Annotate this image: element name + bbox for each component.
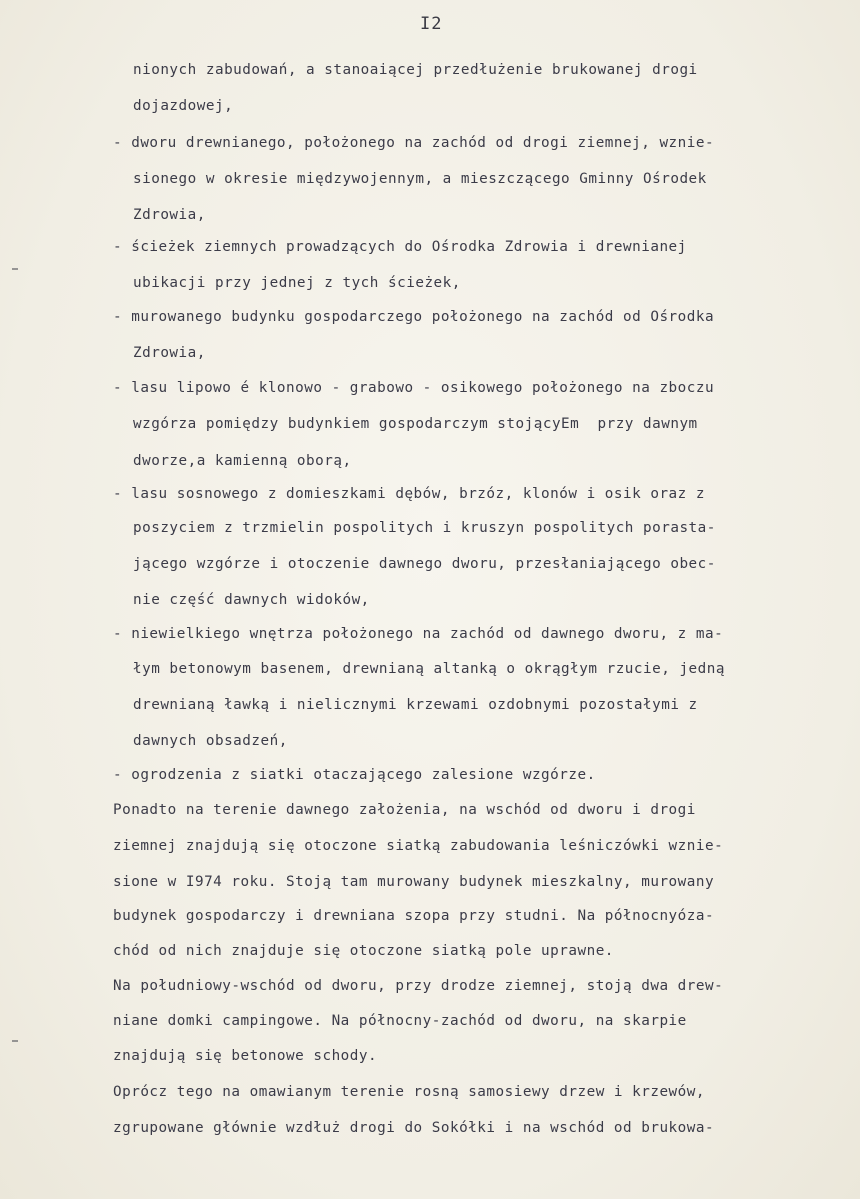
text-line: łym betonowym basenem, drewnianą altanką o okrągłym rzucie, jedną (133, 661, 725, 677)
page-number: I2 (420, 14, 443, 34)
text-line: nionych zabudowań, a stanoaiącej przedłużenie brukowanej drogi (133, 62, 698, 78)
text-line: Oprócz tego na omawianym terenie rosną samosiewy drzew i krzewów, (113, 1084, 705, 1100)
text-line: znajdują się betonowe schody. (113, 1048, 378, 1064)
text-line: - ogrodzenia z siatki otaczającego zalesione wzgórze. (113, 767, 596, 783)
text-line: Zdrowia, (133, 207, 206, 223)
margin-mark (12, 268, 18, 270)
text-line: jącego wzgórze i otoczenie dawnego dworu, przesłaniającego obec- (133, 556, 716, 572)
text-line: ziemnej znajdują się otoczone siatką zabudowania leśniczówki wznie- (113, 838, 724, 854)
margin-mark (12, 1040, 18, 1042)
text-line: nie część dawnych widoków, (133, 592, 370, 608)
text-line: chód od nich znajduje się otoczone siatką pole uprawne. (113, 943, 614, 959)
text-line: Ponadto na terenie dawnego założenia, na wschód od dworu i drogi (113, 802, 696, 818)
text-line: sionego w okresie międzywojennym, a mieszczącego Gminny Ośrodek (133, 171, 707, 187)
text-line: drewnianą ławką i nielicznymi krzewami ozdobnymi pozostałymi z (133, 697, 698, 713)
text-line: zgrupowane głównie wzdłuż drogi do Sokółki i na wschód od brukowa- (113, 1120, 715, 1136)
text-line: Zdrowia, (133, 345, 206, 361)
text-line: - niewielkiego wnętrza położonego na zachód od dawnego dworu, z ma- (113, 626, 724, 642)
text-line: niane domki campingowe. Na północny-zachód od dworu, na skarpie (113, 1013, 687, 1029)
text-line: sione w I974 roku. Stoją tam murowany budynek mieszkalny, murowany (113, 874, 715, 890)
text-line: - ścieżek ziemnych prowadzących do Ośrodka Zdrowia i drewnianej (113, 239, 687, 255)
text-line: ubikacji przy jednej z tych ścieżek, (133, 275, 461, 291)
text-line: dojazdowej, (133, 98, 234, 114)
text-line: - dworu drewnianego, położonego na zachód od drogi ziemnej, wznie- (113, 135, 715, 151)
text-line: - lasu lipowo é klonowo - grabowo - osikowego położonego na zboczu (113, 380, 715, 396)
text-line: poszyciem z trzmielin pospolitych i kruszyn pospolitych porasta- (133, 520, 716, 536)
text-line: budynek gospodarczy i drewniana szopa przy studni. Na północnyóza- (113, 908, 715, 924)
text-line: dworze,a kamienną oborą, (133, 453, 352, 469)
text-line: Na południowy-wschód od dworu, przy drodze ziemnej, stoją dwa drew- (113, 978, 724, 994)
text-line: - lasu sosnowego z domieszkami dębów, brzóz, klonów i osik oraz z (113, 486, 705, 502)
text-line: - murowanego budynku gospodarczego położonego na zachód od Ośrodka (113, 309, 715, 325)
text-line: wzgórza pomiędzy budynkiem gospodarczym stojącyEm przy dawnym (133, 416, 698, 432)
text-line: dawnych obsadzeń, (133, 733, 288, 749)
